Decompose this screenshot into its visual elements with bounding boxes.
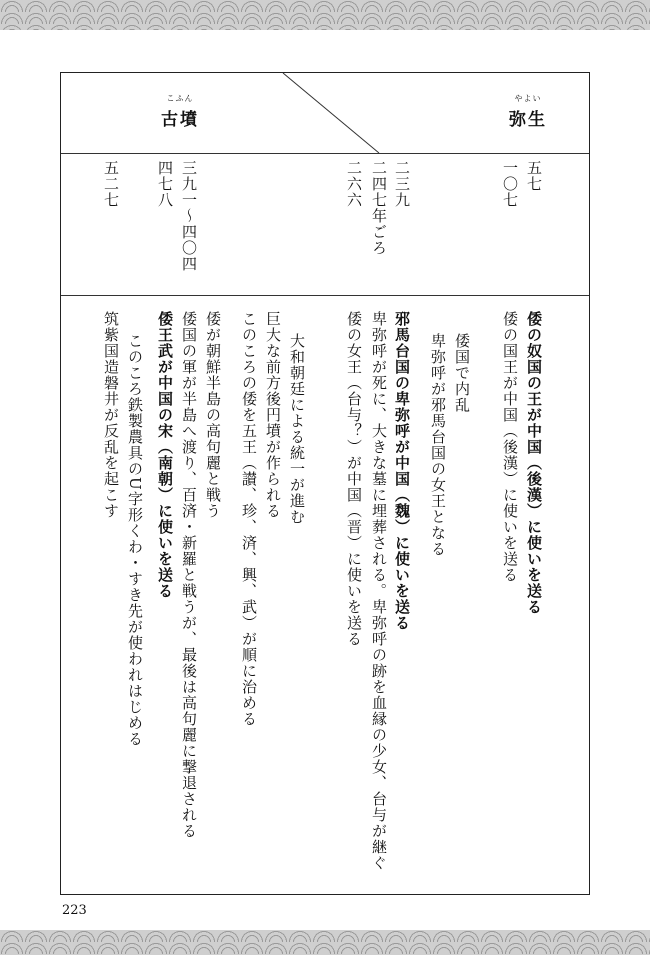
year-57: 五七 [525, 160, 543, 192]
era-kofun [161, 93, 199, 130]
event-iwai-rebellion: 筑紫国造磐井が反乱を起こす [102, 311, 120, 519]
event-himiko-queen: 卑弥呼が邪馬台国の女王となる [429, 333, 447, 557]
era-yayoi-ruby: やよい [514, 94, 542, 103]
event-wa-king-envoy: 倭の国王が中国（後漢）に使いを送る [501, 311, 519, 583]
decorative-top-band [0, 0, 650, 30]
year-239: 二三九 [393, 160, 411, 208]
year-391-404: 三九一～四〇四 [180, 160, 198, 272]
event-goguryeo-war: 倭が朝鮮半島の高句麗と戦う [204, 311, 222, 519]
event-peninsula-campaign: 倭国の軍が半島へ渡り、百済・新羅と戦うが、最後は高句麗に撃退される [180, 311, 198, 839]
era-yayoi-label: 弥生 [509, 110, 547, 130]
decorative-bottom-band [0, 930, 650, 955]
years-divider [61, 295, 589, 296]
event-civil-war: 倭国で内乱 [453, 333, 471, 413]
event-iron-tools: このころ鉄製農具のU字形くわ・すき先が使われはじめる [126, 333, 144, 747]
event-five-kings: このころの倭を五王（讃、珍、済、興、武）が順に治める [240, 311, 258, 727]
year-247: 二四七年ごろ [370, 160, 388, 256]
era-yayoi [509, 93, 547, 130]
year-266: 二六六 [345, 160, 363, 208]
year-107: 一〇七 [501, 160, 519, 208]
event-kofun-built: 巨大な前方後円墳が作られる [264, 311, 282, 519]
event-bu-envoy: 倭王武が中国の宋（南朝）に使いを送る [156, 311, 174, 599]
year-527: 五二七 [102, 160, 120, 208]
event-himiko-death: 卑弥呼が死に、大きな墓に埋葬される。卑弥呼の跡を血縁の少女、台与が継ぐ [370, 311, 388, 871]
event-nakoku-envoy: 倭の奴国の王が中国（後漢）に使いを送る [525, 311, 543, 615]
year-478: 四七八 [156, 160, 174, 208]
era-kofun-ruby: こふん [166, 94, 194, 103]
timeline-table [60, 72, 590, 895]
era-kofun-label: 古墳 [161, 110, 199, 130]
event-toyo-envoy: 倭の女王（台与？）が中国（晋）に使いを送る [345, 311, 363, 647]
event-himiko-envoy: 邪馬台国の卑弥呼が中国（魏）に使いを送る [393, 311, 411, 631]
page-number: 223 [62, 903, 87, 918]
event-yamato-unification: 大和朝廷による統一が進む [288, 333, 306, 525]
